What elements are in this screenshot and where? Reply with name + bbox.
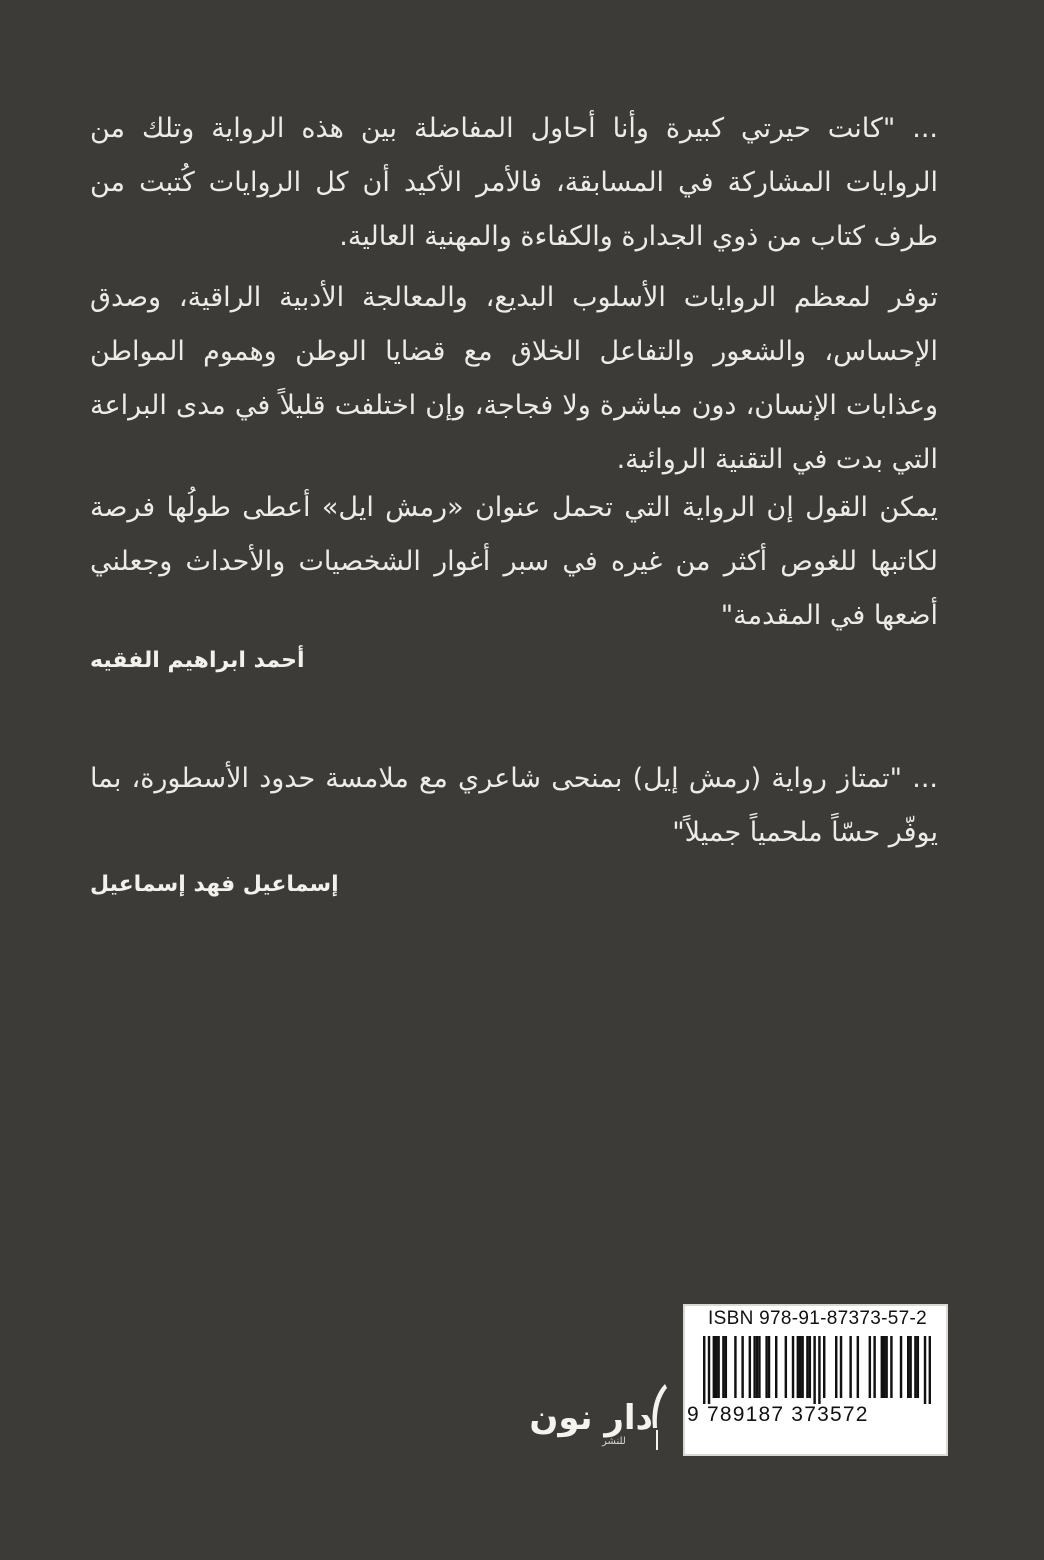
blurb-paragraph-3: يمكن القول إن الرواية التي تحمل عنوان «رمش ايل» أعطى طولُها فرصة لكاتبها للغوص أكثر من غيره في سبر أغوار الشخصيات والأحداث وجعلني أضعها في المقدمة" [90,492,938,631]
barcode-bar [801,1336,803,1398]
barcode-bar [765,1336,767,1398]
barcode-bar [917,1336,919,1398]
barcode-bar [881,1336,883,1398]
barcode-bar [717,1336,719,1398]
blurb-paragraph-4: ... "تمتاز رواية (رمش إيل) بمنحى شاعري مع ملامسة حدود الأسطورة، بما يوفّر حسّاً ملحمياً جميلاً" [90,763,938,848]
barcode-bar [924,1336,926,1404]
barcode-bar [857,1336,859,1398]
barcode-bar [914,1336,916,1398]
barcode-bar [703,1336,705,1404]
barcode-bar [725,1336,727,1398]
barcode-bar [809,1336,811,1398]
barcode-bar [775,1336,777,1398]
barcode-bar [873,1336,875,1398]
barcode-bar [756,1336,758,1398]
barcode-bar [792,1336,794,1398]
barcode-bar [749,1336,751,1398]
barcode-bar [722,1336,724,1398]
barcode-bar [823,1336,825,1398]
barcode-first-digit: 9 [687,1403,699,1426]
barcode-bar [885,1336,887,1398]
barcode-bar [753,1336,755,1398]
barcode-bar [758,1336,760,1398]
barcode-bar [713,1336,715,1398]
barcode-bar [768,1336,770,1398]
barcode-bar [818,1336,820,1404]
blurb-paragraph-2: توفر لمعظم الروايات الأسلوب البديع، والمعالجة الأدبية الراقية، وصدق الإحساس، والشعور والتفاعل الخلاق مع قضايا الوطن وهموم المواطن وعذابات الإنسان، دون مباشرة ولا فجاجة، وإن اختلفت قليلاً في مدى البراعة التي بدت في التقنية الروائية. [90,282,938,475]
barcode-bar [799,1336,801,1398]
publisher-subtitle: للنشر [602,1436,626,1447]
barcode-bar [708,1336,710,1404]
barcode-bar [907,1336,909,1398]
barcode-bar [883,1336,885,1398]
barcode-icon [703,1336,931,1404]
barcode-bar [741,1336,743,1398]
barcode-bar [715,1336,717,1398]
blurb-paragraph-1: ... "كانت حيرتي كبيرة وأنا أحاول المفاضلة بين هذه الرواية وتلك من الروايات المشاركة في المسابقة، فالأمر الأكيد أن كل الروايات كُتبت من طرف كتاب من ذوي الجدارة والكفاءة والمهنية العالية. [90,113,938,252]
barcode-bar [849,1336,851,1398]
barcode-bar [797,1336,799,1398]
blurb-author-2: إسماعيل فهد إسماعيل [90,872,339,897]
isbn-label: ISBN 978-91-87373-57-2 [708,1308,927,1329]
barcode-bar [929,1336,931,1404]
barcode-bar [813,1336,815,1404]
barcode-bar [734,1336,736,1398]
barcode-digits: 789187 373572 [707,1403,869,1426]
barcode-bar [869,1336,871,1398]
barcode-bar [785,1336,787,1398]
isbn-barcode-box [683,1304,948,1456]
blurb-author-1: أحمد ابراهيم الفقيه [90,648,305,673]
barcode-bar [890,1336,892,1398]
barcode-bar [840,1336,842,1398]
barcode-bar [835,1336,837,1398]
publisher-logo [529,1380,675,1455]
barcode-bar [909,1336,911,1398]
publisher-name: دار نون [529,1398,653,1438]
barcode-bar [806,1336,808,1398]
barcode-bar [900,1336,902,1398]
